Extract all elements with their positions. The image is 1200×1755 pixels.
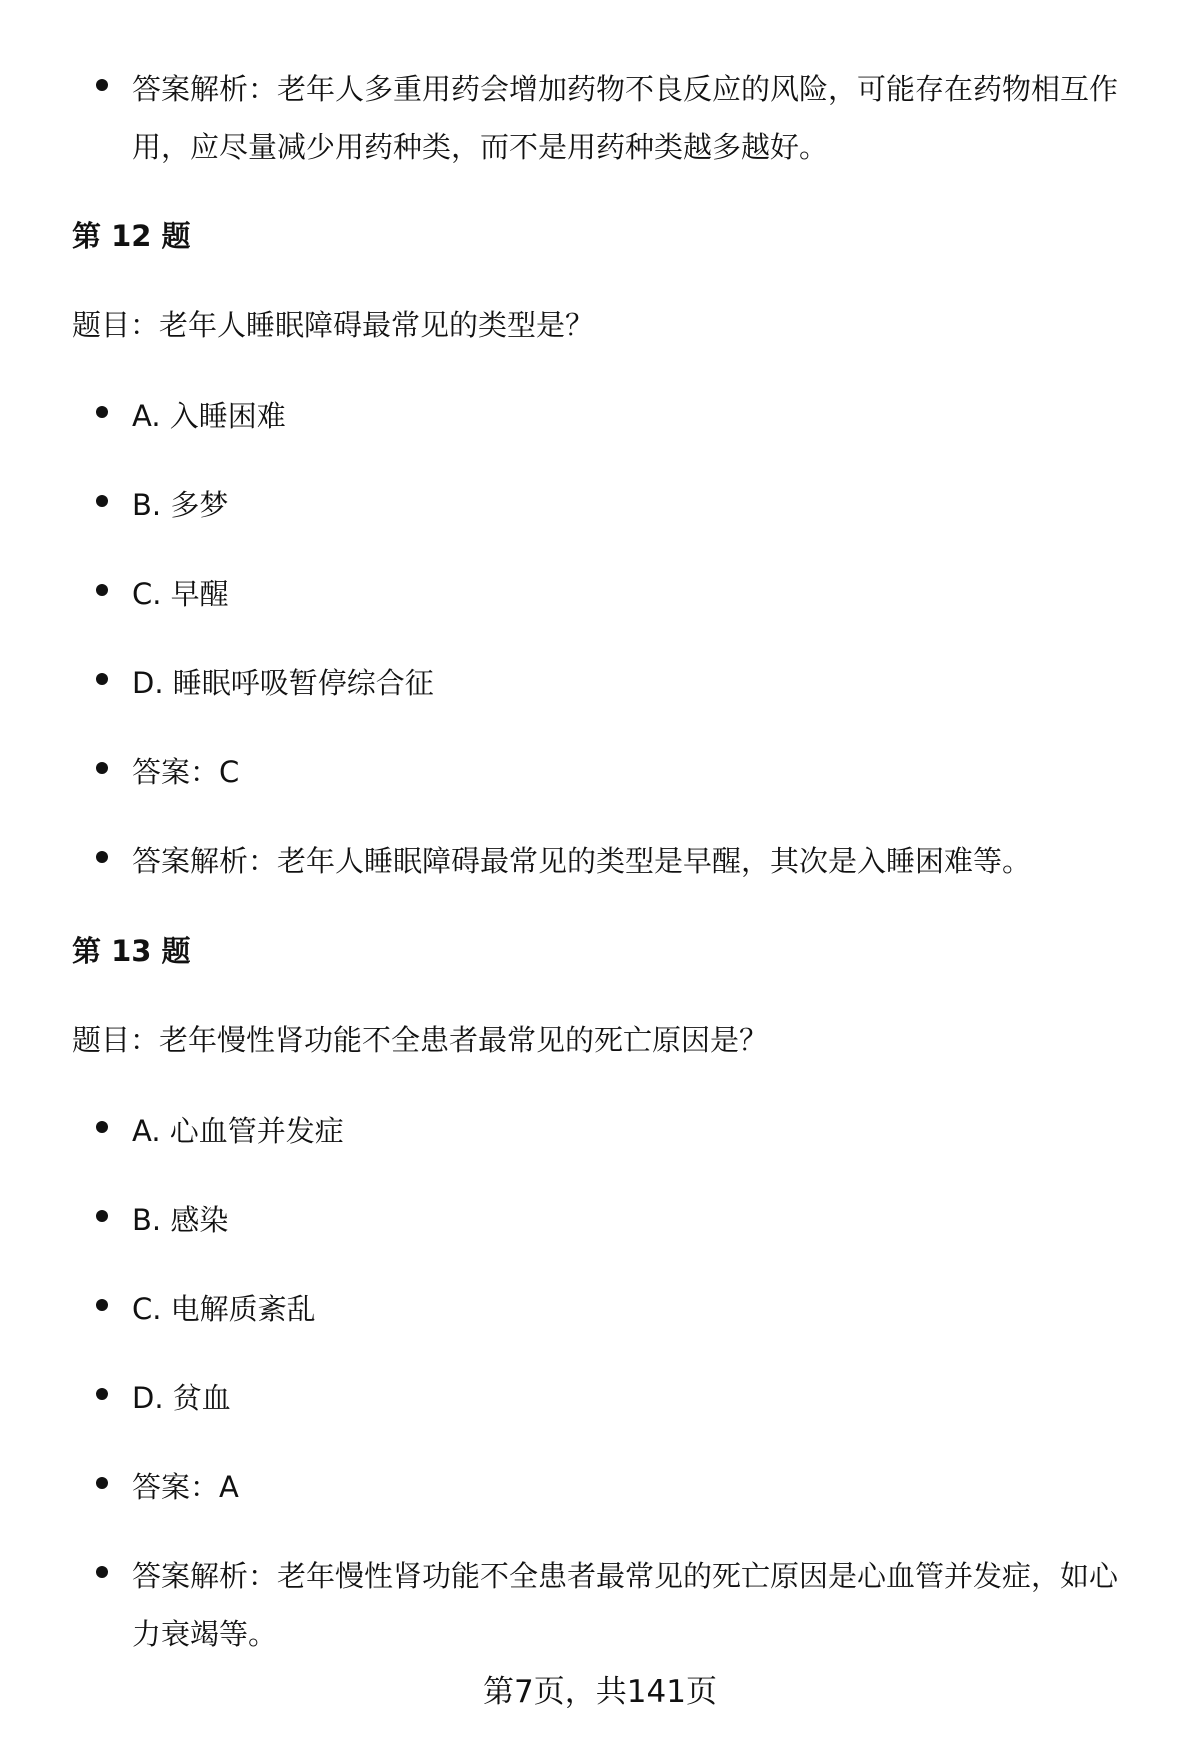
bullet-icon	[96, 1566, 108, 1578]
option-text: B. 感染	[132, 1203, 229, 1237]
question-13-option-b	[96, 1191, 1156, 1249]
explanation-text	[132, 1547, 1118, 1663]
option-text: C. 早醒	[132, 577, 229, 611]
prev-explanation-text	[132, 60, 1118, 176]
question-12-stem: 题目：老年人睡眠障碍最常见的类型是？	[72, 308, 595, 342]
option-text: A. 入睡困难	[132, 399, 286, 433]
answer-text: 答案：C	[132, 755, 240, 789]
bullet-icon	[96, 1299, 108, 1311]
option-text: B. 多梦	[132, 488, 229, 522]
question-13-option-d	[96, 1369, 1156, 1427]
option-text: C. 电解质紊乱	[132, 1292, 316, 1326]
question-13-explanation	[96, 1547, 1156, 1663]
option-text: D. 贫血	[132, 1381, 231, 1415]
question-12-option-d	[96, 654, 1156, 712]
explanation-line-1: 答案解析：老年慢性肾功能不全患者最常见的死亡原因是心血管并发症，如心	[132, 1559, 1119, 1593]
option-text: A. 心血管并发症	[132, 1114, 344, 1148]
bullet-icon	[96, 1210, 108, 1222]
question-12-option-a	[96, 387, 1156, 445]
bullet-icon	[96, 851, 108, 863]
explanation-line-2: 力衰竭等。	[132, 1617, 278, 1651]
bullet-icon	[96, 1477, 108, 1489]
question-12-heading: 第 12 题	[72, 219, 191, 253]
question-12-option-b	[96, 476, 1156, 534]
bullet-icon	[96, 1121, 108, 1133]
prev-explanation-line-2: 用，应尽量减少用药种类，而不是用药种类越多越好。	[132, 130, 829, 164]
answer-text: 答案：A	[132, 1470, 239, 1504]
explanation-text: 答案解析：老年人睡眠障碍最常见的类型是早醒，其次是入睡困难等。	[132, 844, 1032, 878]
page-footer: 第7页，共141页	[483, 1674, 717, 1710]
bullet-icon	[96, 673, 108, 685]
question-12-option-c	[96, 565, 1156, 623]
question-13-option-c	[96, 1280, 1156, 1338]
bullet-icon	[96, 1388, 108, 1400]
bullet-icon	[96, 79, 108, 91]
question-12-answer	[96, 743, 1156, 801]
question-13-heading: 第 13 题	[72, 934, 191, 968]
option-text: D. 睡眠呼吸暂停综合征	[132, 666, 434, 700]
bullet-icon	[96, 495, 108, 507]
question-12-explanation	[96, 832, 1156, 890]
prev-explanation-line-1: 答案解析：老年人多重用药会增加药物不良反应的风险，可能存在药物相互作	[132, 72, 1119, 106]
bullet-icon	[96, 584, 108, 596]
question-13-option-a	[96, 1102, 1156, 1160]
question-13-answer	[96, 1458, 1156, 1516]
question-13-stem: 题目：老年慢性肾功能不全患者最常见的死亡原因是？	[72, 1023, 769, 1057]
prev-explanation-item	[96, 60, 1156, 176]
bullet-icon	[96, 762, 108, 774]
bullet-icon	[96, 406, 108, 418]
